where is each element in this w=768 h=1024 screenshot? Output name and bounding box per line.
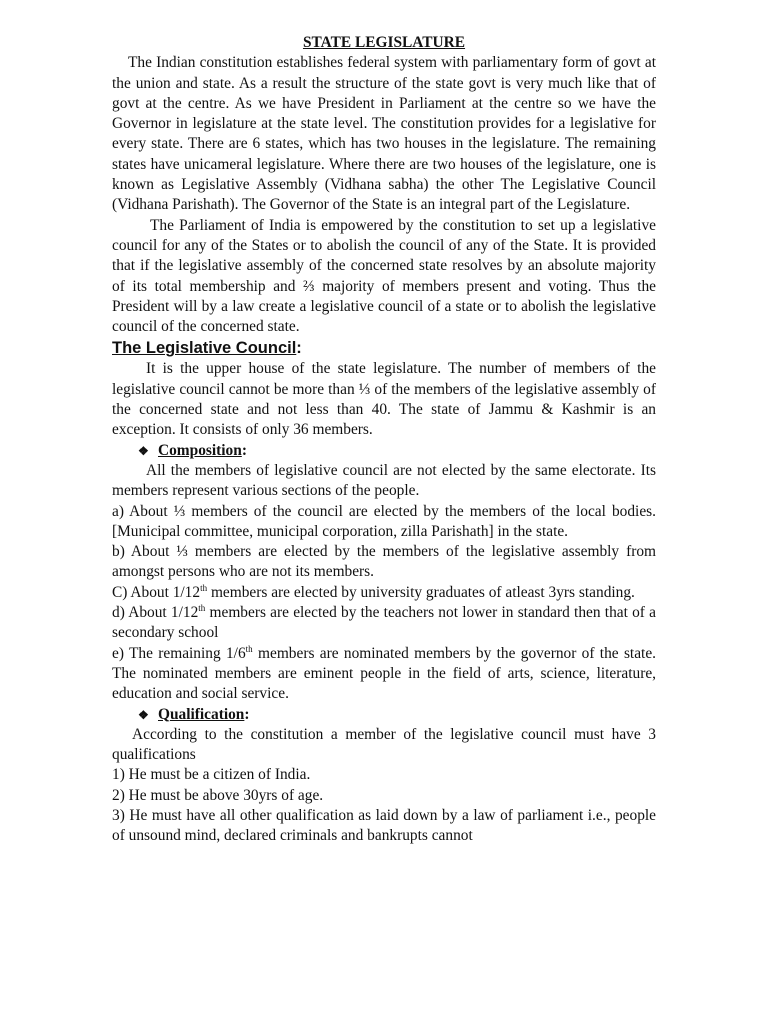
legislative-council-heading-text: The Legislative Council	[112, 339, 297, 358]
composition-item-d-prefix: d) About 1/12	[112, 604, 199, 622]
composition-item-d-sup: th	[198, 603, 206, 614]
qualification-item-3: 3) He must have all other qualification as laid down by a law of parliament i.e., people of unsound mind, declared criminals and bankrupts cannot	[112, 806, 656, 845]
composition-item-e-rest: members are nominated members by the governor of the state. The nominated members are eminent people in the field of arts, science, literature, education and social service.	[112, 644, 656, 703]
composition-item-e-prefix: e) The remaining 1/6	[112, 644, 246, 662]
composition-heading-text: Composition	[158, 441, 242, 459]
document-page	[112, 33, 656, 847]
composition-item-b: b) About ⅓ members are elected by the members of the legislative assembly from amongst persons who are not its members.	[112, 543, 656, 581]
composition-heading	[138, 441, 656, 461]
composition-intro: All the members of legislative council are not elected by the same electorate. Its members represent various sections of the people.	[112, 461, 656, 500]
composition-item-c-sup: th	[200, 582, 208, 593]
qualification-heading-text: Qualification	[158, 705, 245, 723]
composition-item-e	[112, 644, 656, 705]
intro-paragraph-1: The Indian constitution establishes federal system with parliamentary form of govt at the union and state. As a result the structure of the state govt is very much like that of govt at the centre. As we have President in Parliament at the centre so we have the Governor in legislature at the state level. The constitution provides for a legislative for every state. There are 6 states, which has two houses in the legislature. The remaining states have unicameral legislature. Where there are two houses of the legislature, one is known as Legislative Assembly (Vidhana sabha) the other The Legislative Council (Vidhana Parishath). The Governor of the State is an integral part of the Legislature.	[112, 54, 656, 214]
legislative-council-paragraph: It is the upper house of the state legislature. The number of members of the legislative council cannot be more than ⅓ of the members of the legislative assembly of the concerned state and not less than 40. The state of Jammu & Kashmir is an exception. It consists of only 36 members.	[112, 360, 656, 439]
intro-paragraph-2: The Parliament of India is empowered by the constitution to set up a legislative council for any of the States or to abolish the council of any of the State. It is provided that if the legislative assembly of the concerned state resolves by an absolute majority of its total membership and ⅔ majority of members present and voting. Thus the President will by a law create a legislative council of a state or to abolish the legislative council of the concerned state.	[112, 216, 656, 336]
diamond-bullet-icon: ❖	[138, 443, 149, 458]
page-title: STATE LEGISLATURE	[302, 34, 466, 51]
legislative-council-heading-colon: :	[296, 339, 302, 358]
composition-item-c-rest: members are elected by university graduates of atleast 3yrs standing.	[207, 583, 635, 601]
qualification-heading	[138, 705, 656, 725]
qualification-heading-colon: :	[244, 705, 250, 723]
composition-heading-colon: :	[241, 441, 247, 459]
composition-item-e-sup: th	[245, 643, 253, 654]
diamond-bullet-icon: ❖	[138, 707, 149, 722]
composition-item-c	[112, 583, 656, 603]
composition-item-d-rest: members are elected by the teachers not lower in standard then that of a secondary school	[112, 604, 656, 642]
qualification-item-1: 1) He must be a citizen of India.	[112, 766, 311, 784]
composition-item-a: a) About ⅓ members of the council are elected by the members of the local bodies. [Municipal committee, municipal corporation, zilla Parishath] in the state.	[112, 502, 656, 540]
composition-item-c-prefix: C) About 1/12	[112, 583, 201, 601]
qualification-intro: According to the constitution a member of the legislative council must have 3 qualifications	[112, 725, 656, 764]
qualification-item-2: 2) He must be above 30yrs of age.	[112, 786, 324, 804]
legislative-council-heading	[112, 337, 656, 359]
composition-item-d	[112, 603, 656, 644]
